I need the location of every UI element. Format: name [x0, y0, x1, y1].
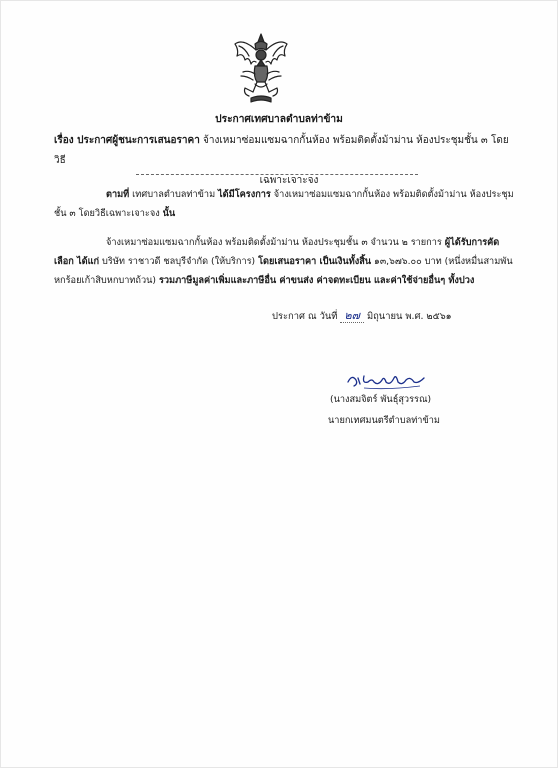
date-rest: มิถุนายน พ.ศ. ๒๕๖๑ [366, 311, 452, 322]
signer-name: (นางสมจิตร์ พันธุ์สุวรรณ) [330, 394, 432, 405]
signer-title: นายกเทศมนตรีตำบลท่าข้าม [328, 415, 440, 426]
p1-lead: ตามที่ [106, 189, 130, 200]
signature-icon [344, 366, 430, 392]
divider [136, 174, 418, 175]
p2-f: รวมภาษีมูลค่าเพิ่มและภาษีอื่น ค่าขนส่ง ค่าจดทะเบียน และค่าใช้จ่ายอื่นๆ ทั้งปวง [158, 275, 475, 286]
p2-a: จ้างเหมาซ่อมแซมฉากกั้นห้อง พร้อมติดตั้งม้าม่าน ห้องประชุมชั้น ๓ จำนวน ๒ รายการ [106, 237, 442, 248]
p1-d: นั้น [162, 208, 176, 219]
office-title: ประกาศเทศบาลตำบลท่าข้าม [215, 114, 343, 125]
p1-a: เทศบาลตำบลท่าข้าม [132, 189, 216, 200]
p1-c: จ้างเหมาซ่อมแซมฉากกั้นห้อง พร้อมติดตั้งม้าม่าน ห้องประชุมชั้น ๓ โดยวิธีเฉพาะเจาะจง [54, 189, 514, 219]
p2-c: บริษัท ราชาวดี ชลบุรีจำกัด (ให้บริการ) [102, 256, 256, 267]
subject-label: เรื่อง ประกาศผู้ชนะการเสนอราคา [54, 135, 200, 146]
date-day: ๒๗ [340, 309, 364, 323]
p2-b: ผู้ได้รับการคัดเลือก ได้แก่ [54, 237, 500, 267]
paragraph-1 [54, 185, 514, 223]
p1-b: ได้มีโครงการ [218, 189, 271, 200]
subject-heading [54, 131, 514, 191]
subject-line-2: เฉพาะเจาะจง [259, 175, 319, 186]
announce-date [272, 306, 452, 324]
garuda-emblem-icon [231, 28, 291, 108]
p2-e: ๑๓,๖๗๖.๐๐ บาท (หนึ่งหมื่นสามพันหกร้อยเก้าสิบหกบาทถ้วน) [54, 256, 513, 286]
paragraph-2 [54, 233, 514, 290]
subject-text: จ้างเหมาซ่อมแซมฉากกั้นห้อง พร้อมติดตั้งม้าม่าน ห้องประชุมชั้น ๓ โดยวิธี [54, 135, 509, 166]
date-prefix: ประกาศ ณ วันที่ [272, 311, 338, 322]
p2-d: โดยเสนอราคา เป็นเงินทั้งสิ้น [258, 256, 372, 267]
